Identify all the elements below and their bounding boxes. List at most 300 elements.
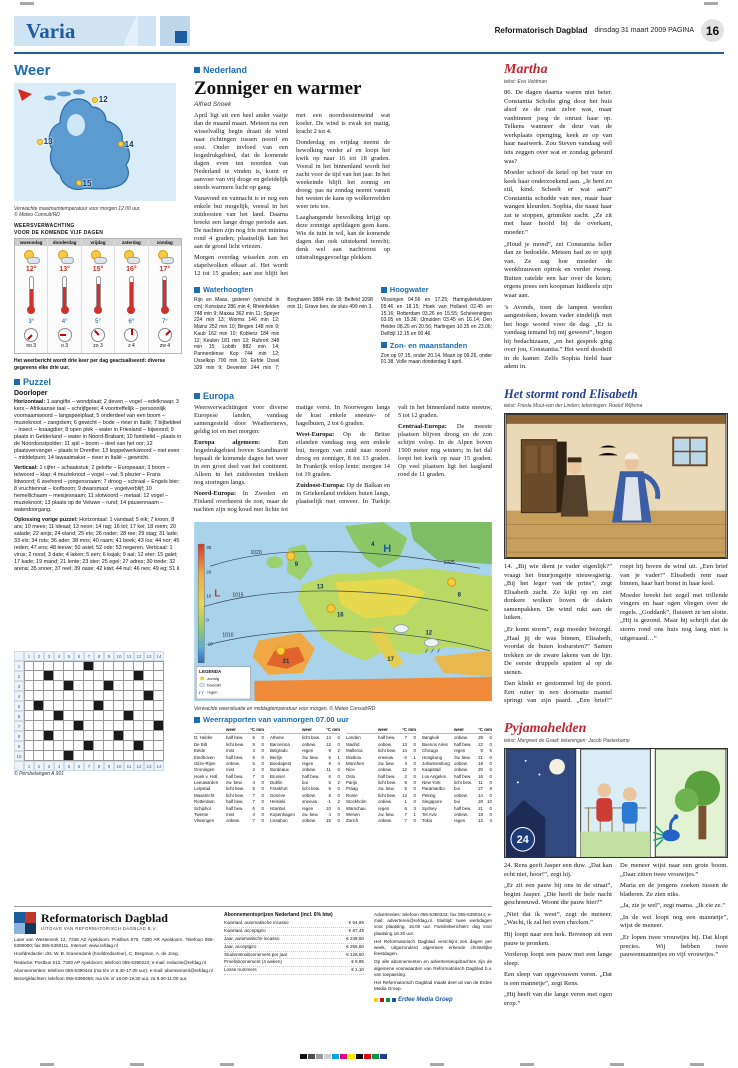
elisabeth-comic-panel — [504, 413, 728, 559]
color-patch — [372, 1054, 379, 1059]
paragraph: „Niet dat ik weet”, zegt de meneer. „Wacht, ik zal het even checken.” — [504, 910, 612, 927]
date-line: dinsdag 31 maart 2009 PAGINA — [594, 27, 694, 34]
crossword-number: 3 — [14, 681, 24, 691]
crossword-cell — [44, 741, 54, 751]
color-patch — [324, 1054, 331, 1059]
crossword-cell — [64, 691, 74, 701]
column-label — [270, 727, 302, 733]
svg-text:1025: 1025 — [443, 560, 455, 567]
paragraph: April ligt uit een heel ander vaatje dan de maand maart. Meteen na een wisselvallig begin draait de wind naar richtingen tussen noord en oost. Onder invloed van een hogedrukgebied, dat de komende dagen even ten noorden van Nederland te vinden is, komt er aanvoer van vrij droge en geleidelijk steeds warmere lucht op gang. — [194, 112, 288, 191]
weather-report-row: Warschau regen 6 3 — [346, 805, 416, 811]
paragraph: Hoofdredactie: drs. W. B. Kranendonk (hoofdredacteur), C. Bregman, A. de Jong. — [14, 951, 179, 957]
zonmaan-text: Zon op 07.15, onder 20.14. Maan op 09.26, onder 01.38. Volle maan donderdag 9 april. — [380, 352, 492, 366]
forecast-day-name: zaterdag — [115, 239, 147, 246]
colophon-masthead: Reformatorisch Dagblad — [41, 911, 168, 925]
crossword-number: 4 — [14, 691, 24, 701]
crossword-cell — [104, 701, 114, 711]
weather-report-row: Parijs licht bew. 8 0 — [346, 780, 416, 785]
crossword-number: 6 — [14, 711, 24, 721]
crossword-cell — [124, 731, 134, 741]
wind-dial-icon — [58, 328, 72, 342]
crossword-cell — [114, 731, 124, 741]
crossword-cell — [134, 751, 144, 761]
map-credit: © Meteo Consult/RD — [14, 212, 60, 218]
column-label: mm — [408, 727, 416, 732]
crossword-cell — [94, 751, 104, 761]
crossword-cell — [34, 691, 44, 701]
section-bullet-icon — [14, 379, 20, 385]
paragraph: „In de wei loopt nog een mannetje”, wijst de meneer. — [620, 913, 728, 930]
cloud-icon — [94, 257, 107, 264]
column-label: °C — [402, 727, 407, 732]
weather-report-row: München zw. bew. 4 0 — [346, 760, 416, 766]
puzzle-subtitle: Doorloper — [14, 390, 48, 397]
weather-report-row: Wenen zw. bew. 7 1 — [346, 811, 416, 817]
forecast-day — [114, 239, 147, 353]
crossword-cell — [134, 661, 144, 671]
elisabeth-credit: tekst: Frieda Mout-van der Linden; tekeningen: Roelof Wijtsma — [504, 403, 643, 409]
crossword-cell — [94, 721, 104, 731]
column-label — [346, 727, 378, 733]
crossword-cell — [134, 701, 144, 711]
svg-text:-10: -10 — [206, 641, 213, 647]
forecast-min-temp: 4° — [61, 319, 68, 325]
color-patch — [356, 1054, 363, 1059]
crossword-cell — [94, 711, 104, 721]
colophon — [14, 898, 492, 1044]
elisabeth-story — [504, 387, 728, 711]
elisabeth-title: Het stormt rond Elisabeth — [504, 387, 638, 401]
crossword-number: 5 — [64, 761, 74, 771]
trim-mark — [610, 1063, 624, 1066]
crossword-cell — [54, 751, 64, 761]
column-label: weer — [454, 727, 465, 732]
paragraph: Verticaal: 1 cijfer – schaakstuk; 2 gelofte – Europeaan; 3 boom – telwoord – klap; 4 muzieknoot – vogel – vat; 5 plezier – Frans lidwoord; 6 zeehond – jongensnaam; 7 droog – schraal – Engels bier; 8 vruchtennat – loofboom; 9 dwarsmast – vogelverblijf; 10 hemellichaam – meisjesnaam; 11 slotwoord – metaal; 12 vogel – muzieknoot; 13 plaats op de Veluwe – rund; 14 pausennaam – waterdoorgang. — [14, 465, 180, 514]
crossword-cell — [34, 701, 44, 711]
crossword-number: 10 — [114, 761, 124, 771]
crossword-cell — [144, 671, 154, 681]
crossword-cell — [154, 661, 164, 671]
crossword-number: 13 — [144, 761, 154, 771]
pyjamahelden-story — [504, 721, 728, 1020]
weather-report-row: Zürich onbew. 7 0 — [346, 818, 416, 824]
cloud-icon — [161, 257, 174, 264]
weather-report-row: Madrid onbew. 13 0 — [346, 741, 416, 747]
weather-report-row: Groningen mist 3 0 — [194, 767, 264, 773]
puzzle-section-label: Puzzel — [23, 377, 52, 387]
forecast-wind: o 3 — [61, 343, 69, 349]
paragraph-lead: Verticaal: — [14, 465, 40, 472]
varia-banner — [14, 16, 156, 46]
forecast-min-temp: 3° — [28, 319, 35, 325]
crossword-number: 12 — [134, 761, 144, 771]
water-data-row — [194, 282, 492, 388]
column-label: °C — [250, 727, 255, 732]
forecast-footnote: Het weerbericht wordt drie keer per dag geactualiseerd: diverse gegevens elke drie uur. — [14, 358, 166, 371]
crossword-cell — [114, 691, 124, 701]
crossword-cell — [24, 691, 34, 701]
crossword-cell — [94, 691, 104, 701]
crossword-cell — [64, 731, 74, 741]
weather-report-header — [346, 727, 416, 734]
crossword-number: 2 — [34, 761, 44, 771]
paragraph: „Ja, zie je wel”, zegt mama. „Ik zie ze.” — [620, 902, 726, 910]
crossword-number: 1 — [14, 661, 24, 671]
crossword-number: 14 — [154, 761, 164, 771]
crossword-cell — [124, 671, 134, 681]
forecast-day — [15, 239, 47, 353]
crossword-cell — [74, 731, 84, 741]
trim-mark — [130, 1063, 144, 1066]
weather-report-row: Paramaribo bui 27 8 — [422, 786, 492, 792]
weather-report-row: Leeuwarden zw. bew. 4 0 — [194, 780, 264, 785]
crossword-cell — [84, 661, 94, 671]
banner-square — [160, 16, 190, 46]
weather-report-row: Bangkok onbew. 29 0 — [422, 735, 492, 741]
weather-report-row: Praag zw. bew. 5 0 — [346, 786, 416, 792]
crossword-number: 4 — [54, 651, 64, 661]
crossword-number: 2 — [14, 671, 24, 681]
colophon-prices — [224, 912, 364, 1044]
paragraph: Het Reformatorisch Dagblad verschijnt zes dagen per week, uitgezonderd algemeen erkende christelijke feestdagen. — [374, 938, 492, 957]
crossword-cell — [54, 731, 64, 741]
crossword-number: 8 — [94, 761, 104, 771]
martha-title: Martha — [504, 62, 548, 77]
sun-icon — [76, 180, 82, 186]
column-label: °C — [478, 727, 483, 732]
crossword-number: 6 — [74, 651, 84, 661]
section-bullet-icon — [194, 67, 200, 73]
crossword-cell — [114, 741, 124, 751]
price-row: Kwartaal, automatische incasso € 64,95 — [224, 920, 364, 928]
crossword-number: 5 — [14, 701, 24, 711]
wind-dial-icon — [91, 328, 105, 342]
crossword-number — [14, 761, 24, 771]
crossword-cell — [34, 751, 44, 761]
svg-text:0: 0 — [206, 617, 209, 623]
hoogwater-label: Hoogwater — [389, 285, 429, 294]
crossword-cell — [104, 711, 114, 721]
pyjamahelden-comic-strip — [504, 748, 728, 858]
svg-text:1020: 1020 — [250, 550, 262, 557]
erdee-media-groep-logo — [374, 997, 492, 1003]
svg-text:9: 9 — [294, 562, 299, 569]
color-patch — [308, 1054, 315, 1059]
paragraph: Zuidoost-Europa: Op de Balkan en in Griekenland trekken buien langs, plaatselijk met onweer. In Turkije valt in het binnenland natte sneeuw, 5 tot 12 graden. — [296, 404, 492, 505]
weather-report-row: Johannesburg onbew. 19 0 — [422, 760, 492, 766]
paragraph: Moeder schoof de ketel op het vuur en keek haar onderzoekend aan. „Je bent zo stil, kind. Scheelt er wat aan?” Constantia schudde van nee, maar haar wangen kleurden. Sophia, die naast haar zat te stoppen, grinnikte zacht. „Ze zit met haar hoofd bij de overkant, moeder.” — [504, 169, 612, 236]
crossword-cell — [34, 671, 44, 681]
crossword-cell — [74, 661, 84, 671]
crossword-cell — [34, 661, 44, 671]
colophon-right — [374, 912, 492, 1044]
thermometer-icon — [96, 276, 101, 310]
paper-name: Reformatorisch Dagblad — [494, 26, 588, 35]
forecast-min-temp: 5° — [95, 319, 101, 325]
paragraph: ’s Avonds, toen de lampen werden aangestoken, kwam vader eindelijk met het hoge woord voor de dag. „Er is vandaag iemand bij mij geweest”, begon hij bedachtzaam, „en het gesprek ging over jou, Constantia.” Het werd doodstil in de kamer. Zelfs Sophia hield haar adem in. — [504, 303, 612, 371]
crossword-cell — [104, 681, 114, 691]
europa-intro: Weersverwachtingen voor diverse Europese landen, vandaag samengesteld door Weathernews, geldig tot en met morgen: — [194, 404, 288, 435]
price-row: Losse nummers € 1,10 — [224, 967, 364, 975]
thermometer-icon — [162, 276, 167, 310]
paragraph: Een sleep van opgevouwen veren. „Dat is een mannetje”, zegt Rens. — [504, 971, 612, 987]
svg-text:H: H — [383, 543, 392, 556]
color-patch — [364, 1054, 371, 1059]
weather-report-row: Vlissingen onbew. 7 0 — [194, 818, 264, 824]
crossword-number — [14, 651, 24, 661]
crossword-cell — [104, 661, 114, 671]
color-patch — [348, 1054, 355, 1059]
price-row: Studentenabonnement per jaar € 126,50 — [224, 952, 364, 960]
svg-text:1010: 1010 — [222, 632, 234, 639]
weather-report-row: Schiphol half bew. 6 0 — [194, 805, 264, 811]
paragraph: „Er komt storm”, zegt moeder bezorgd. „Haal jij de was binnen, Elisabeth, voordat de buien losbarsten?” Samen trekken ze de zware lakens van de lijn. De eerste druppels spatten al op de stenen. — [504, 625, 612, 676]
paragraph: Dan klinkt er gestommel bij de poort. Een ruiter in een doornatte mantel springt van zijn paard. „Een brief!” roept hij boven de wind uit. „Een brief van je vader!” Elisabeth rent naar binnen, haar hart bonst in haar keel. — [504, 563, 728, 705]
crossword-cell — [74, 741, 84, 751]
crossword-number: 9 — [14, 741, 24, 751]
crossword-cell — [154, 731, 164, 741]
crossword-cell — [24, 751, 34, 761]
sun-icon — [118, 141, 124, 147]
crossword-cell — [154, 741, 164, 751]
crossword-number: 1 — [24, 761, 34, 771]
colophon-notes — [374, 912, 492, 992]
crossword-cell — [124, 681, 134, 691]
paragraph: Vanavond en vannacht is er nog een enkele bui mogelijk, vooral in het zuidoosten van het land. Daarna breekt een lange droge periode aan. De nachten zijn nog fris met minima rond 4 graden; plaatselijk kan het aan de grond licht vriezen. — [194, 195, 288, 250]
crossword-cell — [64, 671, 74, 681]
svg-text:regen: regen — [207, 689, 218, 695]
weather-report-group — [270, 727, 340, 873]
weather-report-row: Moskou sneeuw -2 1 — [346, 754, 416, 760]
crossword-cell — [104, 741, 114, 751]
crossword-cell — [44, 731, 54, 741]
svg-text:10: 10 — [206, 593, 212, 599]
middle-column — [194, 62, 492, 898]
crossword-cell — [114, 711, 124, 721]
crossword-cell — [114, 701, 124, 711]
crossword-cell — [144, 731, 154, 741]
sun-cloud-icon — [56, 250, 74, 264]
crossword-cell — [84, 681, 94, 691]
crossword-number: 9 — [104, 651, 114, 661]
crossword-cell — [74, 721, 84, 731]
paragraph-lead: Oplossing vorige puzzel: — [14, 517, 80, 524]
crossword-number: 7 — [14, 721, 24, 731]
crossword-cell — [94, 681, 104, 691]
pyjamahelden-credit: tekst: Margreet de Graaf; tekeningen: Jacob Pasterkamp — [504, 738, 630, 744]
paragraph: De meneer wijst naar een grote boom. „Daar zitten twee vrouwtjes.” — [620, 862, 728, 878]
crossword-cell — [134, 671, 144, 681]
weather-report-row: Buenos Aires half bew. 22 0 — [422, 741, 492, 747]
crossword-cell — [64, 721, 74, 731]
page-info — [495, 19, 724, 46]
wind-dial-icon — [24, 328, 38, 342]
crossword-number: 3 — [44, 761, 54, 771]
weather-report-row: Brussel half bew. 6 0 — [270, 773, 340, 779]
weather-reports-table — [194, 727, 492, 873]
trim-mark — [690, 1063, 704, 1066]
thermometer-icon — [129, 276, 134, 310]
crossword-number: 14 — [154, 651, 164, 661]
paragraph: 24. Rens geeft Jasper een duw. „Dat kan echt niet, hoor!”, zegt hij. — [504, 862, 612, 878]
crossword-cell — [24, 661, 34, 671]
rapporten-section-header — [194, 715, 492, 724]
paragraph: „Hij heeft van die lange veren met ogen erop.” — [504, 991, 612, 1007]
map-temperature: 13 — [37, 137, 53, 146]
crossword-cell — [74, 711, 84, 721]
crossword-cell — [124, 721, 134, 731]
price-row: Jaar, automatische incasso € 249,50 — [224, 936, 364, 944]
crossword-cell — [64, 751, 74, 761]
crossword-cell — [124, 711, 134, 721]
crossword-cell — [34, 711, 44, 721]
paragraph: Maria en de jongens zoeken tussen de bladeren. Ze zien niks. — [620, 882, 728, 898]
forecast-max-temp: 12° — [25, 266, 37, 273]
weather-report-row: Dublin bui 5 2 — [270, 780, 340, 785]
crossword-cell — [74, 701, 84, 711]
svg-text:16: 16 — [336, 612, 344, 619]
martha-credit: tekst: Eva Veldman — [504, 79, 547, 85]
weather-report-row: New York licht bew. 11 0 — [422, 780, 492, 785]
section-title: Varia — [26, 18, 76, 43]
weather-report-row: Genève onbew. 8 0 — [270, 792, 340, 798]
weather-report-row: Peking onbew. 14 0 — [422, 792, 492, 798]
martha-story — [504, 62, 728, 377]
paragraph: 14. „Bij wie dient je vader eigenlijk?” vraagt het buurjongetje nieuwsgierig. „Bij het leger van de prins”, zegt Elisabeth zacht. Ze kijkt op en ziet donkere wolken boven de daken samenpakken. De wind rukt aan de luiken. — [504, 563, 612, 622]
article-byline: Alfred Snoek — [194, 101, 232, 108]
forecast-wind: zw 4 — [159, 343, 170, 349]
martha-text — [504, 89, 728, 377]
paragraph-lead: Europa algemeen: — [194, 439, 279, 446]
crossword-cell — [124, 661, 134, 671]
weather-report-row: Hoek v. Holl. half bew. 7 0 — [194, 773, 264, 779]
crossword-cell — [104, 721, 114, 731]
puzzle-copyright: © Persbelangen A 901 — [14, 771, 65, 777]
crossword-cell — [94, 731, 104, 741]
crossword-number: 7 — [84, 651, 94, 661]
svg-text:zonnig: zonnig — [207, 675, 220, 681]
paragraph: Abonnementen: telefoon 055-5390444 (ma t/m vr 8.30-17.00 uur); e-mail: abonnement@refdag.nl — [14, 967, 213, 973]
crossword-cell — [154, 701, 164, 711]
weather-report-row: Tel Aviv onbew. 18 0 — [422, 811, 492, 817]
cloud-icon — [27, 257, 40, 264]
forecast-day-name: woensdag — [15, 239, 47, 246]
crossword-number: 3 — [44, 651, 54, 661]
crossword-cell — [54, 741, 64, 751]
trim-mark — [430, 1063, 444, 1066]
crossword-cell — [34, 731, 44, 741]
forecast-day — [47, 239, 80, 353]
crossword-cell — [74, 751, 84, 761]
crossword-cell — [124, 691, 134, 701]
crossword-number: 4 — [54, 761, 64, 771]
paragraph-lead: Zuidoost-Europa: — [296, 482, 347, 489]
europa-section-header — [194, 391, 492, 401]
puzzle-section-header — [14, 377, 182, 387]
crossword-cell — [114, 721, 124, 731]
left-column — [14, 62, 182, 898]
crossword-cell — [134, 691, 144, 701]
crossword-cell — [124, 701, 134, 711]
crossword-cell — [54, 701, 64, 711]
nederland-section-header — [194, 65, 492, 75]
europa-body — [194, 404, 492, 520]
cloud-icon — [127, 257, 140, 264]
paragraph: Morgen overdag wisselen zon en stapelwolken elkaar af. Het wordt 12 tot 15 graden; aan zee blijft het met een noordoostenwind wat koeler. De wind is zwak tot matig, kracht 2 tot 4. — [194, 112, 390, 277]
crossword-cell — [44, 751, 54, 761]
crossword-number: 11 — [124, 761, 134, 771]
column-label — [422, 727, 454, 733]
forecast-max-temp: 17° — [159, 266, 171, 273]
section-bullet-icon — [381, 342, 387, 348]
weather-report-row: Mallorca licht bew. 14 0 — [346, 748, 416, 754]
page-header — [0, 0, 738, 50]
forecast-wind: no 3 — [26, 343, 37, 349]
crossword-cell — [24, 701, 34, 711]
crossword-cell — [54, 671, 64, 681]
weather-report-row: Gilze-Rijen onbew. 5 0 — [194, 760, 264, 766]
header-rule — [14, 52, 724, 54]
paragraph: 86. De dagen daarna waren niet beter. Constantia Scholts ging door het huis alsof ze de rust zelve was, maar vanbinnen joeg de onrust haar op. Telkens wanneer de deur van de werkplaats openging, keek ze op van haar naaiwerk. Zou Steven vandaag wél iets zeggen over wat er zondag gebeurd was? — [504, 89, 612, 165]
paragraph-lead: Centraal-Europa: — [398, 423, 457, 430]
paragraph: Laan van Westenenk 12, 7336 AZ Apeldoorn. Postbus 670, 7300 AR Apeldoorn. Telefoon 055-5390000; fax 055-5390111. Internet: www.refdag.nl — [14, 937, 214, 949]
sun-cloud-icon — [122, 250, 140, 264]
forecast-day — [148, 239, 181, 353]
zonmaan-label: Zon- en maanstanden — [389, 340, 468, 350]
crossword-cell — [144, 691, 154, 701]
crossword-cell — [144, 661, 154, 671]
forecast-wind: z 4 — [128, 343, 135, 349]
crossword-cell — [134, 721, 144, 731]
paragraph: Advertenties: telefoon 055-5390333; fax 055-5390344; e-mail: adverteren@refdag.nl. Sluittijd: twee werkdagen voor plaatsing, 15.00 uur. Familieberichten: dag voor plaatsing 16.30 uur. — [374, 912, 492, 936]
crossword-cell — [54, 721, 64, 731]
svg-text:L: L — [214, 588, 221, 600]
forecast-max-temp: 16° — [126, 266, 137, 273]
crossword-cell — [134, 711, 144, 721]
section-bullet-icon — [194, 393, 200, 399]
svg-text:13: 13 — [316, 584, 324, 591]
section-bullet-icon — [194, 717, 200, 723]
crossword-cell — [94, 671, 104, 681]
svg-text:8: 8 — [457, 592, 461, 599]
crossword-cell — [154, 691, 164, 701]
tide-block — [381, 282, 492, 388]
crossword-cell — [114, 671, 124, 681]
crossword-cell — [44, 681, 54, 691]
crossword-cell — [44, 661, 54, 671]
weather-report-group — [422, 727, 492, 873]
crossword-cell — [84, 671, 94, 681]
paragraph: Noord-Europa: In Zweden en Finland overheerst de zon, maar de nachten zijn nog koud met lichte tot matige vorst. In Noorwegen langs de kust enkele sneeuw- of hagelbuien, 2 tot 6 graden. — [194, 404, 390, 513]
weather-report-row: Helsinki sneeuw -1 2 — [270, 799, 340, 805]
europe-map-graphic — [194, 522, 492, 701]
weather-report-row: Eindhoven half bew. 6 0 — [194, 754, 264, 760]
europe-map-caption: Verwachte weersituatie en middagtemperatuur voor morgen. — [194, 706, 329, 712]
weather-report-row: Berlijn zw. bew. 5 1 — [270, 754, 340, 760]
weather-report-row: Stockholm onbew. 1 0 — [346, 799, 416, 805]
crossword-cell — [154, 751, 164, 761]
crossword-cell — [74, 691, 84, 701]
weather-report-header — [422, 727, 492, 734]
thermometer-icon — [29, 276, 34, 310]
wind-dial-icon — [124, 328, 138, 342]
sun-cloud-icon — [89, 250, 107, 264]
crossword-number: 10 — [114, 651, 124, 661]
crossword-number: 9 — [104, 761, 114, 771]
weather-report-row: Twente mist 4 0 — [194, 811, 264, 817]
crossword-grid — [14, 651, 164, 771]
weather-report-header — [270, 727, 340, 734]
